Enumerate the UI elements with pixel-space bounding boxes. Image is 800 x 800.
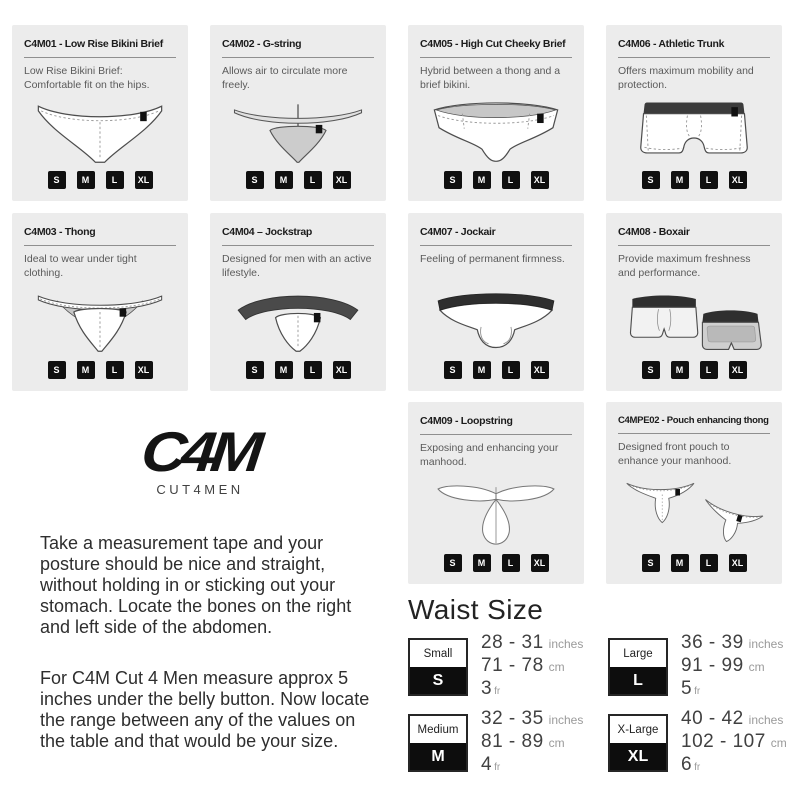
- product-card-c4m03: [12, 213, 188, 391]
- size-badge-m[interactable]: M: [275, 361, 293, 379]
- size-badge-xl[interactable]: XL: [333, 171, 351, 189]
- size-badge-l[interactable]: L: [106, 361, 124, 379]
- product-title: C4M05 - High Cut Cheeky Brief: [420, 38, 566, 50]
- size-label: X-Large: [617, 723, 659, 736]
- inches-range: 36 - 39: [681, 632, 744, 653]
- size-badge-xl[interactable]: XL: [135, 171, 153, 189]
- size-values: [681, 632, 783, 702]
- product-title: C4M07 - Jockair: [420, 226, 496, 238]
- fr-value: 4: [481, 754, 493, 775]
- inches-unit: inches: [748, 713, 784, 727]
- title-divider: [618, 57, 770, 58]
- jockstrap-illustration: [222, 281, 374, 357]
- cm-unit: cm: [770, 736, 787, 750]
- cm-unit: cm: [548, 736, 565, 750]
- size-badge-l[interactable]: L: [106, 171, 124, 189]
- title-divider: [618, 245, 770, 246]
- title-divider: [24, 57, 176, 58]
- product-description: Designed front pouch to enhance your manhood.: [618, 441, 732, 467]
- size-badge-xl[interactable]: XL: [531, 171, 549, 189]
- size-code: M: [410, 743, 466, 770]
- size-badge-xl[interactable]: XL: [729, 171, 747, 189]
- size-badges: [420, 167, 572, 191]
- size-badges: [24, 357, 176, 381]
- size-box-small: [408, 638, 468, 696]
- product-card-c4m02: [210, 25, 386, 201]
- size-badge-m[interactable]: M: [473, 361, 491, 379]
- cm-unit: cm: [748, 660, 765, 674]
- size-badge-l[interactable]: L: [304, 361, 322, 379]
- size-badge-m[interactable]: M: [275, 171, 293, 189]
- size-badge-s[interactable]: S: [444, 171, 462, 189]
- loopstring-illustration: [420, 470, 572, 550]
- size-values: [481, 708, 583, 778]
- fr-unit: fr: [494, 686, 501, 697]
- size-row-large: [608, 632, 783, 702]
- brand-block: [30, 420, 370, 497]
- g-string-illustration: [222, 93, 374, 167]
- product-card-c4m07: [408, 213, 584, 391]
- title-divider: [420, 434, 572, 435]
- product-description: Hybrid between a thong and a brief bikini.: [420, 65, 561, 91]
- size-badges: [420, 357, 572, 381]
- size-box-xlarge: [608, 714, 668, 772]
- product-card-c4m04: [210, 213, 386, 391]
- thong-illustration: [24, 281, 176, 357]
- size-badge-l[interactable]: L: [700, 554, 718, 572]
- size-row-medium: [408, 708, 583, 778]
- title-divider: [618, 433, 770, 434]
- size-values: [481, 632, 583, 702]
- size-code: XL: [610, 743, 666, 770]
- size-label: Large: [623, 647, 653, 660]
- title-divider: [24, 245, 176, 246]
- size-label: Small: [423, 647, 453, 660]
- size-badge-l[interactable]: L: [700, 361, 718, 379]
- product-card-c4m01: [12, 25, 188, 201]
- inches-range: 28 - 31: [481, 632, 544, 653]
- cm-range: 71 - 78: [481, 655, 544, 676]
- product-card-c4m06: [606, 25, 782, 201]
- product-card-c4mpe02: [606, 402, 782, 584]
- fr-value: 5: [681, 678, 693, 699]
- size-badge-s[interactable]: S: [246, 171, 264, 189]
- boxair-trunks-illustration: [618, 281, 770, 357]
- bikini-brief-illustration: [24, 93, 176, 167]
- pouch-thong-illustration: [618, 469, 770, 550]
- size-badges: [420, 550, 572, 574]
- jockair-brief-illustration: [420, 281, 572, 357]
- inches-unit: inches: [548, 713, 584, 727]
- brand-subtitle: CUT4MEN: [156, 482, 244, 497]
- size-box-medium: [408, 714, 468, 772]
- size-values: [681, 708, 787, 778]
- inches-unit: inches: [548, 637, 584, 651]
- waist-size-title: Waist Size: [408, 594, 544, 625]
- size-badge-m[interactable]: M: [473, 171, 491, 189]
- product-description: Designed for men with an active lifestyle.: [222, 253, 372, 279]
- inches-range: 40 - 42: [681, 708, 744, 729]
- size-label: Medium: [417, 723, 459, 736]
- brand-logo: C4M: [138, 420, 262, 483]
- title-divider: [420, 57, 572, 58]
- size-badges: [222, 357, 374, 381]
- size-badge-m[interactable]: M: [77, 361, 95, 379]
- size-badge-l[interactable]: L: [502, 361, 520, 379]
- product-description: Feeling of permanent firmness.: [420, 253, 565, 265]
- size-code: L: [610, 667, 666, 694]
- cm-range: 102 - 107: [681, 731, 766, 752]
- size-badge-s[interactable]: S: [246, 361, 264, 379]
- size-badges: [618, 167, 770, 191]
- product-title: C4M01 - Low Rise Bikini Brief: [24, 38, 163, 50]
- fr-value: 3: [481, 678, 493, 699]
- product-title: C4MPE02 - Pouch enhancing thong: [618, 415, 769, 426]
- fr-unit: fr: [494, 762, 501, 773]
- cm-range: 91 - 99: [681, 655, 744, 676]
- size-badge-l[interactable]: L: [502, 554, 520, 572]
- product-title: C4M09 - Loopstring: [420, 415, 513, 427]
- size-badge-l[interactable]: L: [502, 171, 520, 189]
- size-badge-xl[interactable]: XL: [333, 361, 351, 379]
- product-description: Provide maximum freshness and performance.: [618, 253, 751, 279]
- product-card-c4m05: [408, 25, 584, 201]
- size-row-small: [408, 632, 583, 702]
- measurement-instructions-1: Take a measurement tape and your posture should be nice and straight, without holding in or sticking out your stomach. Locate the bones on the right and left side of the abdomen.: [40, 533, 352, 637]
- product-title: C4M02 - G-string: [222, 38, 302, 50]
- title-divider: [222, 57, 374, 58]
- product-description: Low Rise Bikini Brief: Comfortable fit on the hips.: [24, 65, 150, 91]
- size-badge-l[interactable]: L: [700, 171, 718, 189]
- fr-unit: fr: [694, 762, 701, 773]
- size-badges: [24, 167, 176, 191]
- size-badge-xl[interactable]: XL: [729, 361, 747, 379]
- inches-unit: inches: [748, 637, 784, 651]
- size-badge-s[interactable]: S: [444, 554, 462, 572]
- size-badge-m[interactable]: M: [671, 554, 689, 572]
- size-code: S: [410, 667, 466, 694]
- product-description: Offers maximum mobility and protection.: [618, 65, 754, 91]
- fr-unit: fr: [694, 686, 701, 697]
- size-badge-xl[interactable]: XL: [531, 361, 549, 379]
- size-badge-m[interactable]: M: [473, 554, 491, 572]
- size-badge-s[interactable]: S: [444, 361, 462, 379]
- title-divider: [222, 245, 374, 246]
- cheeky-brief-illustration: [420, 93, 572, 167]
- size-badge-m[interactable]: M: [671, 361, 689, 379]
- inches-range: 32 - 35: [481, 708, 544, 729]
- size-badge-s[interactable]: S: [48, 361, 66, 379]
- size-badge-s[interactable]: S: [48, 171, 66, 189]
- cm-unit: cm: [548, 660, 565, 674]
- product-card-c4m09: [408, 402, 584, 584]
- product-description: Exposing and enhancing your manhood.: [420, 442, 559, 468]
- size-badge-m[interactable]: M: [77, 171, 95, 189]
- size-badge-xl[interactable]: XL: [531, 554, 549, 572]
- title-divider: [420, 245, 572, 246]
- size-badges: [222, 167, 374, 191]
- product-title: C4M06 - Athletic Trunk: [618, 38, 725, 50]
- size-badge-s[interactable]: S: [642, 171, 660, 189]
- size-badge-m[interactable]: M: [671, 171, 689, 189]
- cm-range: 81 - 89: [481, 731, 544, 752]
- size-badge-s[interactable]: S: [642, 361, 660, 379]
- size-badges: [618, 550, 770, 574]
- product-title: C4M08 - Boxair: [618, 226, 690, 238]
- product-title: C4M04 – Jockstrap: [222, 226, 313, 238]
- athletic-trunk-illustration: [618, 93, 770, 167]
- size-badges: [618, 357, 770, 381]
- product-title: C4M03 - Thong: [24, 226, 96, 238]
- size-row-xlarge: [608, 708, 787, 778]
- size-badge-xl[interactable]: XL: [729, 554, 747, 572]
- size-badge-l[interactable]: L: [304, 171, 322, 189]
- fr-value: 6: [681, 754, 693, 775]
- size-box-large: [608, 638, 668, 696]
- product-description: Allows air to circulate more freely.: [222, 65, 348, 91]
- product-description: Ideal to wear under tight clothing.: [24, 253, 137, 279]
- measurement-instructions-2: For C4M Cut 4 Men measure approx 5 inches under the belly button. Now locate the range between any of the values on the table and that would be your size.: [40, 668, 370, 751]
- size-badge-s[interactable]: S: [642, 554, 660, 572]
- product-card-c4m08: [606, 213, 782, 391]
- size-badge-xl[interactable]: XL: [135, 361, 153, 379]
